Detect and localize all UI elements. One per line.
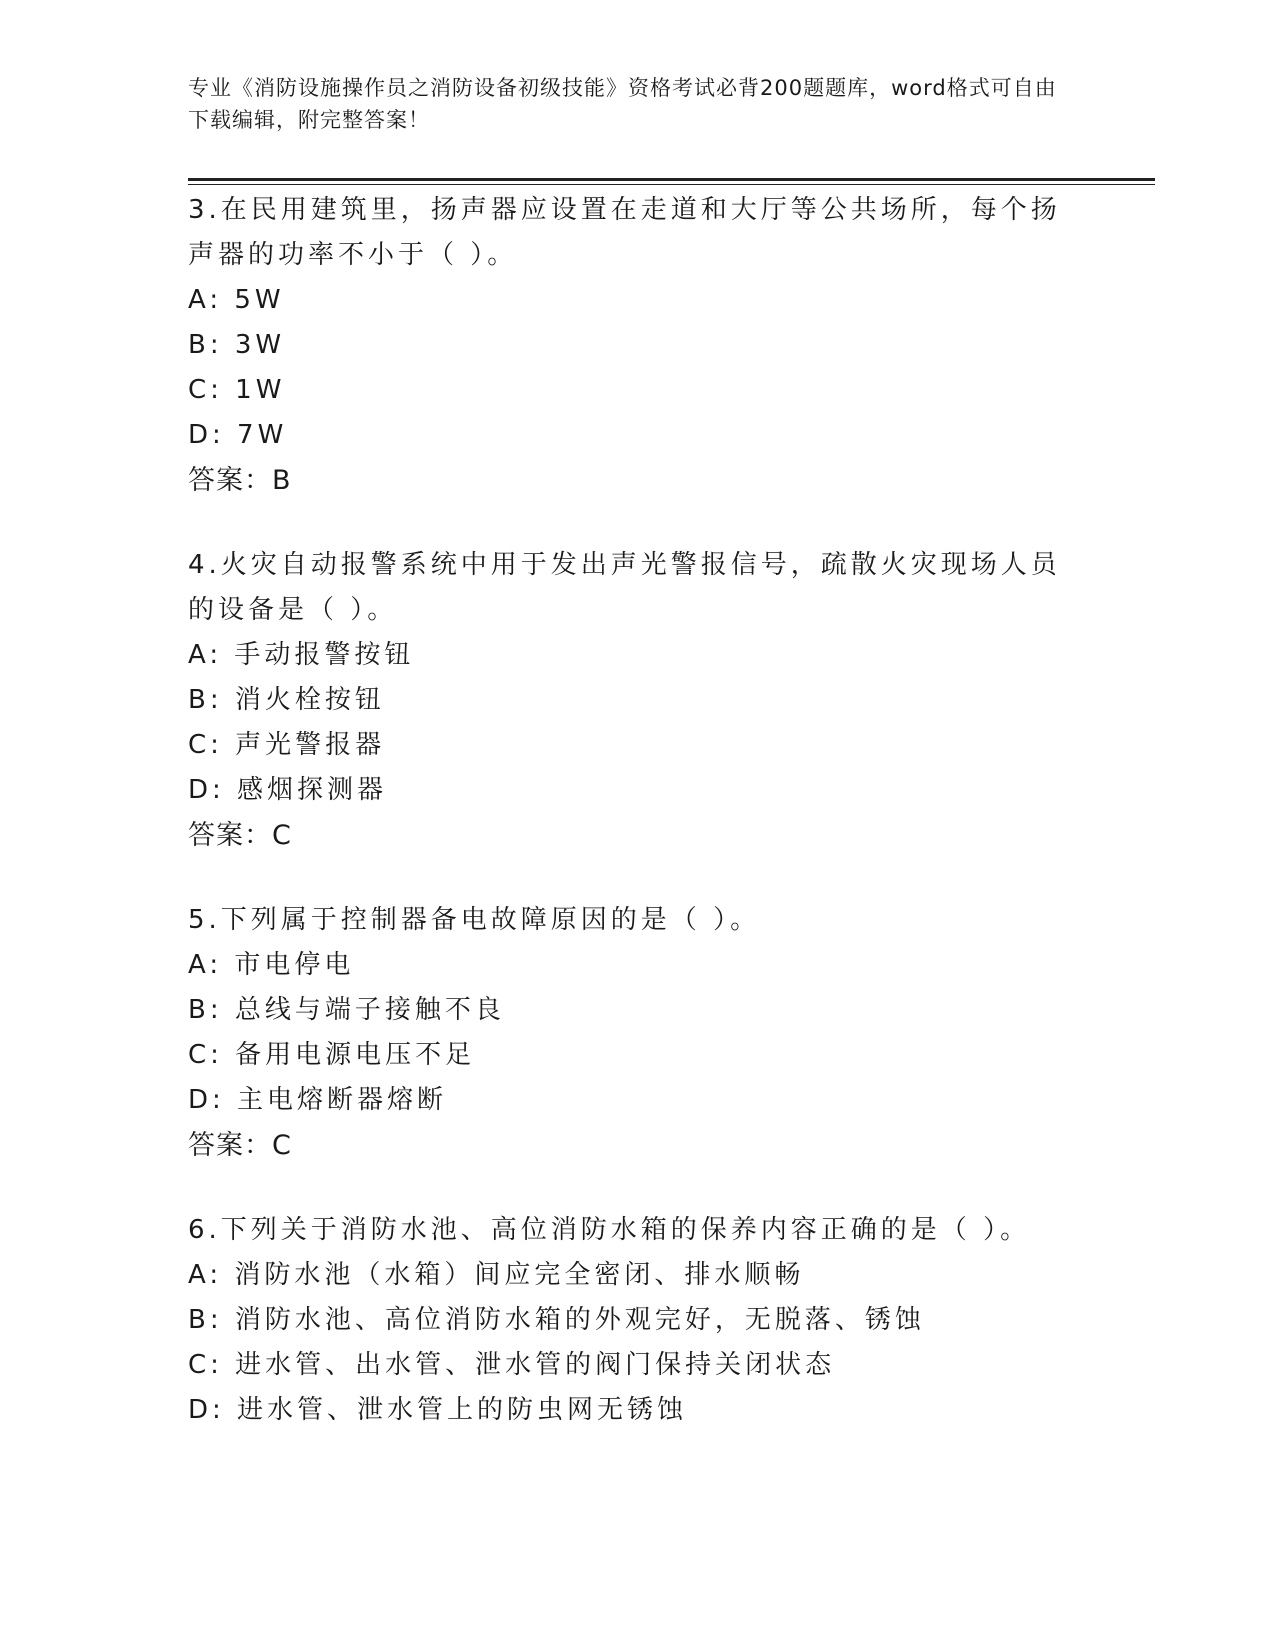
option-d: D: 7W <box>188 420 288 450</box>
option-c: C: 声光警报器 <box>188 730 386 760</box>
answer: 答案：C <box>188 1130 292 1161</box>
header-rule-thick <box>188 178 1155 181</box>
option-d: D: 进水管、泄水管上的防虫网无锈蚀 <box>188 1395 688 1425</box>
option-a: A: 消防水池（水箱）间应完全密闭、排水顺畅 <box>188 1260 805 1290</box>
option-a: A: 手动报警按钮 <box>188 640 415 670</box>
option-c: C: 1W <box>188 375 286 405</box>
option-b: B: 总线与端子接触不良 <box>188 995 505 1025</box>
answer: 答案：B <box>188 465 292 496</box>
option-b: B: 消防水池、高位消防水箱的外观完好，无脱落、锈蚀 <box>188 1305 925 1335</box>
question-5 <box>188 898 1068 1168</box>
option-c: C: 进水管、出水管、泄水管的阀门保持关闭状态 <box>188 1350 836 1380</box>
header-rule-thin <box>188 184 1155 185</box>
question-stem: 6.下列关于消防水池、高位消防水箱的保养内容正确的是（ ）。 <box>188 1215 1031 1245</box>
question-stem: 5.下列属于控制器备电故障原因的是（ ）。 <box>188 905 761 935</box>
option-d: D: 感烟探测器 <box>188 775 388 805</box>
document-header: 专业《消防设施操作员之消防设备初级技能》资格考试必背200题题库，word格式可自由下载编辑，附完整答案！ <box>188 76 1057 132</box>
option-c: C: 备用电源电压不足 <box>188 1040 476 1070</box>
question-6 <box>188 1208 1068 1433</box>
question-4 <box>188 543 1068 858</box>
option-b: B: 消火栓按钮 <box>188 685 385 715</box>
option-b: B: 3W <box>188 330 286 360</box>
option-a: A: 5W <box>188 285 285 315</box>
option-a: A: 市电停电 <box>188 950 355 980</box>
question-3 <box>188 188 1068 503</box>
question-stem: 4.火灾自动报警系统中用于发出声光警报信号，疏散火灾现场人员的设备是（ ）。 <box>188 550 1061 625</box>
answer: 答案：C <box>188 820 292 851</box>
option-d: D: 主电熔断器熔断 <box>188 1085 448 1115</box>
question-list <box>188 188 1068 1473</box>
question-stem: 3.在民用建筑里，扬声器应设置在走道和大厅等公共场所，每个扬声器的功率不小于（ ）。 <box>188 195 1061 270</box>
